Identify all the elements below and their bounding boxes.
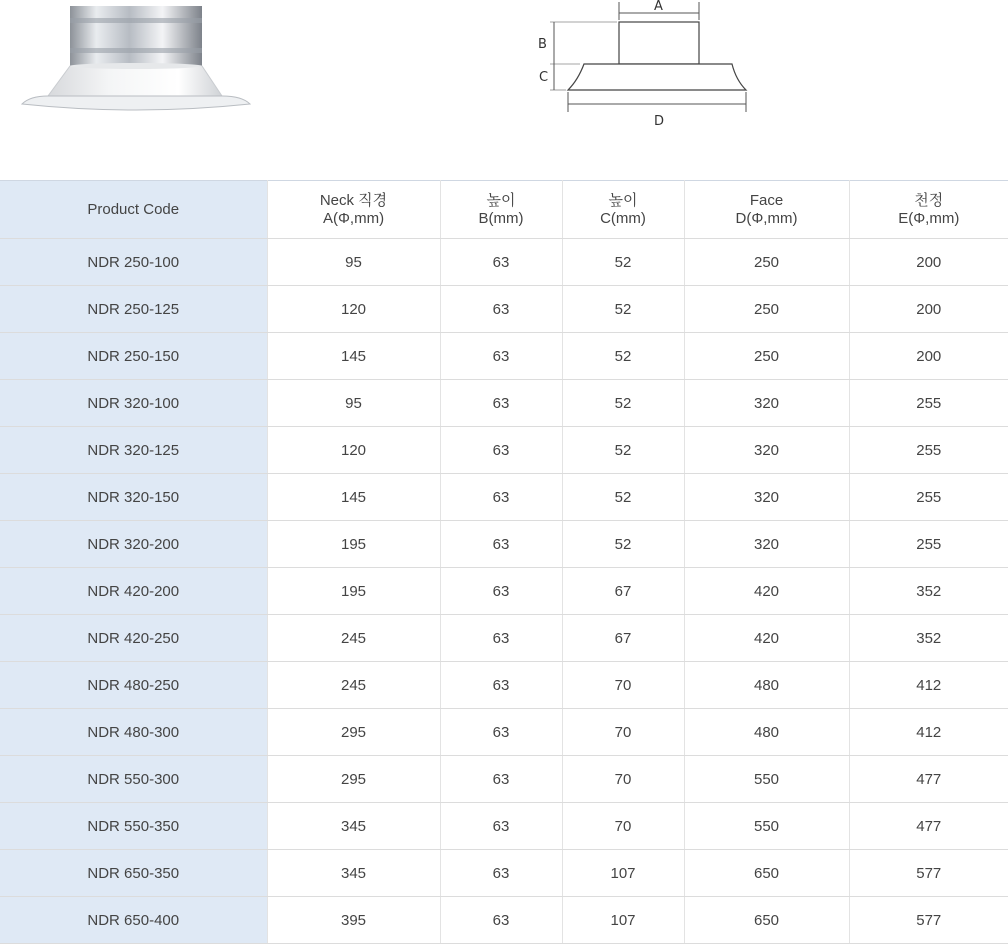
product-code-cell: NDR 320-125 (0, 427, 267, 474)
ceiling-diameter-cell: 577 (849, 850, 1008, 897)
spec-table (0, 180, 1008, 944)
height-c-cell: 52 (562, 333, 684, 380)
header-height-b (440, 181, 562, 239)
ceiling-diameter-cell: 352 (849, 568, 1008, 615)
height-b-cell: 63 (440, 239, 562, 286)
header-label: 높이 (563, 192, 684, 210)
neck-diameter-cell: 145 (267, 474, 440, 521)
height-c-cell: 52 (562, 521, 684, 568)
table-row (0, 897, 1008, 944)
neck-diameter-cell: 395 (267, 897, 440, 944)
height-b-cell: 63 (440, 803, 562, 850)
dim-label-b: B (538, 37, 547, 52)
table-row (0, 286, 1008, 333)
product-code-cell: NDR 650-400 (0, 897, 267, 944)
height-c-cell: 107 (562, 897, 684, 944)
table-header-row (0, 181, 1008, 239)
neck-diameter-cell: 195 (267, 568, 440, 615)
header-product-code (0, 181, 267, 239)
neck-diameter-cell: 195 (267, 521, 440, 568)
table-row (0, 709, 1008, 756)
height-b-cell: 63 (440, 474, 562, 521)
height-c-cell: 70 (562, 662, 684, 709)
height-b-cell: 63 (440, 709, 562, 756)
neck-diameter-cell: 245 (267, 615, 440, 662)
table-row (0, 756, 1008, 803)
product-code-cell: NDR 250-125 (0, 286, 267, 333)
neck-diameter-cell: 345 (267, 850, 440, 897)
face-diameter-cell: 420 (684, 568, 849, 615)
height-b-cell: 63 (440, 427, 562, 474)
header-label: Face (685, 192, 849, 210)
face-diameter-cell: 250 (684, 286, 849, 333)
product-code-cell: NDR 320-100 (0, 380, 267, 427)
header-face (684, 181, 849, 239)
table-row (0, 521, 1008, 568)
height-b-cell: 63 (440, 568, 562, 615)
product-photo (0, 0, 280, 130)
face-diameter-cell: 320 (684, 427, 849, 474)
height-c-cell: 52 (562, 427, 684, 474)
table-body (0, 239, 1008, 944)
table-row (0, 474, 1008, 521)
height-c-cell: 67 (562, 615, 684, 662)
height-c-cell: 52 (562, 380, 684, 427)
product-code-cell: NDR 650-350 (0, 850, 267, 897)
header-height-c (562, 181, 684, 239)
height-b-cell: 63 (440, 615, 562, 662)
face-diameter-cell: 650 (684, 850, 849, 897)
product-code-cell: NDR 250-100 (0, 239, 267, 286)
product-code-cell: NDR 480-250 (0, 662, 267, 709)
header-ceiling (849, 181, 1008, 239)
product-code-cell: NDR 420-250 (0, 615, 267, 662)
face-diameter-cell: 480 (684, 709, 849, 756)
height-c-cell: 52 (562, 239, 684, 286)
height-b-cell: 63 (440, 380, 562, 427)
header-unit: B(mm) (441, 210, 562, 228)
table-row (0, 333, 1008, 380)
height-c-cell: 70 (562, 803, 684, 850)
height-c-cell: 70 (562, 756, 684, 803)
table-row (0, 239, 1008, 286)
dim-label-c: C (539, 70, 548, 85)
height-c-cell: 107 (562, 850, 684, 897)
face-diameter-cell: 420 (684, 615, 849, 662)
face-diameter-cell: 550 (684, 803, 849, 850)
ceiling-diameter-cell: 412 (849, 662, 1008, 709)
header-unit: C(mm) (563, 210, 684, 228)
product-code-cell: NDR 480-300 (0, 709, 267, 756)
ceiling-diameter-cell: 255 (849, 380, 1008, 427)
header-label: Neck 직경 (268, 192, 440, 210)
face-diameter-cell: 320 (684, 380, 849, 427)
neck-diameter-cell: 120 (267, 286, 440, 333)
height-c-cell: 52 (562, 286, 684, 333)
header-label: Product Code (0, 201, 267, 219)
ceiling-diameter-cell: 255 (849, 427, 1008, 474)
face-diameter-cell: 250 (684, 239, 849, 286)
neck-diameter-cell: 295 (267, 709, 440, 756)
neck-diameter-cell: 120 (267, 427, 440, 474)
ceiling-diameter-cell: 352 (849, 615, 1008, 662)
table-row (0, 662, 1008, 709)
header-unit: D(Φ,mm) (685, 210, 849, 228)
height-c-cell: 52 (562, 474, 684, 521)
face-diameter-cell: 320 (684, 474, 849, 521)
header-label: 높이 (441, 192, 562, 210)
height-b-cell: 63 (440, 850, 562, 897)
face-diameter-cell: 480 (684, 662, 849, 709)
product-code-cell: NDR 320-150 (0, 474, 267, 521)
ceiling-diameter-cell: 477 (849, 803, 1008, 850)
ceiling-diameter-cell: 577 (849, 897, 1008, 944)
table-row (0, 615, 1008, 662)
dim-label-a: A (654, 0, 663, 14)
table-row (0, 850, 1008, 897)
face-diameter-cell: 250 (684, 333, 849, 380)
height-c-cell: 67 (562, 568, 684, 615)
ceiling-diameter-cell: 200 (849, 239, 1008, 286)
table-row (0, 803, 1008, 850)
height-b-cell: 63 (440, 897, 562, 944)
table-row (0, 568, 1008, 615)
neck-diameter-cell: 295 (267, 756, 440, 803)
product-code-cell: NDR 550-350 (0, 803, 267, 850)
height-b-cell: 63 (440, 662, 562, 709)
height-b-cell: 63 (440, 521, 562, 568)
height-b-cell: 63 (440, 756, 562, 803)
product-code-cell: NDR 320-200 (0, 521, 267, 568)
dimension-diagram (520, 0, 780, 135)
ceiling-diameter-cell: 255 (849, 474, 1008, 521)
header-unit: E(Φ,mm) (850, 210, 1008, 228)
height-b-cell: 63 (440, 333, 562, 380)
face-diameter-cell: 320 (684, 521, 849, 568)
ceiling-diameter-cell: 412 (849, 709, 1008, 756)
face-diameter-cell: 550 (684, 756, 849, 803)
neck-diameter-cell: 245 (267, 662, 440, 709)
table-row (0, 380, 1008, 427)
header-unit: A(Φ,mm) (268, 210, 440, 228)
header-label: 천정 (850, 192, 1008, 210)
ceiling-diameter-cell: 255 (849, 521, 1008, 568)
neck-diameter-cell: 145 (267, 333, 440, 380)
product-code-cell: NDR 420-200 (0, 568, 267, 615)
neck-diameter-cell: 95 (267, 239, 440, 286)
dim-label-d: D (654, 114, 664, 129)
neck-diameter-cell: 95 (267, 380, 440, 427)
face-diameter-cell: 650 (684, 897, 849, 944)
header-neck-diameter (267, 181, 440, 239)
neck-diameter-cell: 345 (267, 803, 440, 850)
table-row (0, 427, 1008, 474)
ceiling-diameter-cell: 200 (849, 286, 1008, 333)
product-code-cell: NDR 250-150 (0, 333, 267, 380)
ceiling-diameter-cell: 200 (849, 333, 1008, 380)
ceiling-diameter-cell: 477 (849, 756, 1008, 803)
product-code-cell: NDR 550-300 (0, 756, 267, 803)
height-b-cell: 63 (440, 286, 562, 333)
height-c-cell: 70 (562, 709, 684, 756)
